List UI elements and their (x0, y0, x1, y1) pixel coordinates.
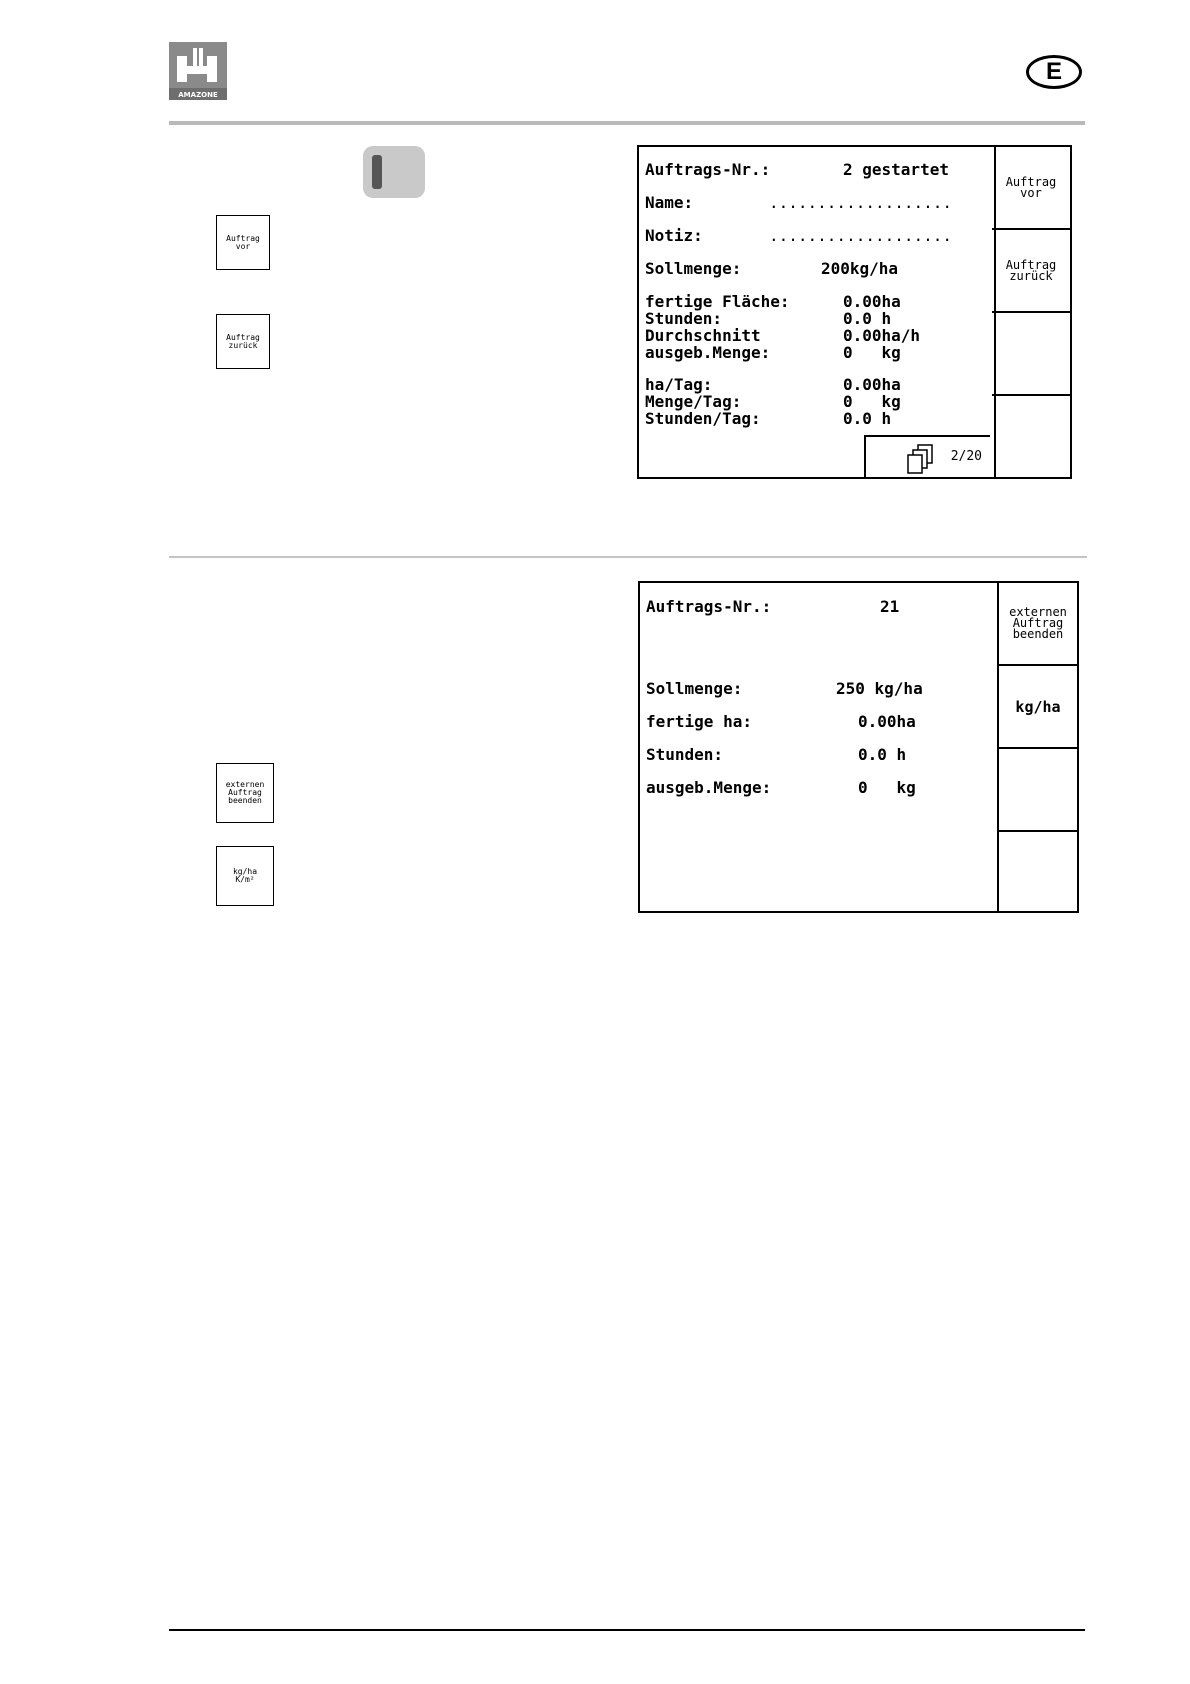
ha-per-day-label: ha/Tag: (645, 375, 713, 394)
softkey-externen-auftrag-beenden[interactable]: externen Auftrag beenden (999, 583, 1077, 666)
screen-2-main-area (640, 583, 999, 911)
hours-label: Stunden: (645, 309, 723, 328)
ha-per-day-value: 0.00ha (843, 375, 901, 394)
spread-amount-label-2: ausgeb.Menge: (646, 778, 772, 797)
softkey-auftrag-zurueck-image: Auftrag zurück (216, 314, 270, 369)
target-rate-label-2: Sollmenge: (646, 679, 743, 698)
hours-per-day-label: Stunden/Tag: (645, 409, 761, 428)
hours-label-2: Stunden: (646, 745, 724, 764)
pages-icon (906, 443, 936, 475)
hours-value-2: 0.0 h (858, 745, 907, 764)
spread-amount-label: ausgeb.Menge: (645, 343, 771, 362)
terminal-screen-2 (638, 581, 1079, 913)
softkey-empty-3[interactable] (992, 313, 1070, 396)
spread-amount-value: 0 kg (843, 343, 901, 362)
spread-amount-value-2: 0 kg (858, 778, 916, 797)
softkey-empty-4[interactable] (992, 396, 1070, 477)
average-label: Durchschnitt (645, 326, 761, 345)
average-value: 0.00ha/h (843, 326, 921, 345)
logo-text: AMAZONE (178, 91, 218, 99)
screen-1-main-area (639, 147, 996, 477)
order-number-value: 2 gestartet (843, 160, 949, 179)
hours-per-day-value: 0.0 h (843, 409, 892, 428)
name-label: Name: (645, 193, 694, 212)
amount-per-day-label: Menge/Tag: (645, 392, 742, 411)
target-rate-value: 200kg/ha (821, 259, 899, 278)
section-divider (169, 556, 1087, 558)
order-number-label: Auftrags-Nr.: (645, 160, 771, 179)
softkey-auftrag-zurueck[interactable]: Auftrag zurück (992, 230, 1070, 313)
softkey-kg-ha-image: kg/ha K/m² (216, 846, 274, 906)
softkey-auftrag-vor[interactable]: Auftrag vor (992, 147, 1070, 230)
softkey-empty-4b[interactable] (999, 832, 1077, 911)
softkey-auftrag-vor-image: Auftrag vor (216, 215, 270, 270)
language-badge: E (1026, 55, 1082, 89)
name-value: ................... (769, 193, 953, 212)
amount-per-day-value: 0 kg (843, 392, 901, 411)
area-done-label: fertige Fläche: (645, 292, 790, 311)
header-rule (169, 121, 1085, 125)
order-number-value-2: 21 (880, 597, 900, 616)
hours-value: 0.0 h (843, 309, 892, 328)
area-done-label-2: fertige ha: (646, 712, 752, 731)
target-rate-label: Sollmenge: (645, 259, 742, 278)
terminal-screen-1 (637, 145, 1072, 479)
area-done-value: 0.00ha (843, 292, 901, 311)
footer-rule (169, 1629, 1085, 1631)
target-rate-value-2: 250 kg/ha (836, 679, 923, 698)
softkey-empty-3b[interactable] (999, 749, 1077, 832)
note-label: Notiz: (645, 226, 703, 245)
page-indicator[interactable] (864, 435, 990, 477)
page-number: 2/20 (950, 449, 982, 464)
area-done-value-2: 0.00ha (858, 712, 916, 731)
amazone-logo (169, 42, 227, 100)
hardware-key-icon (363, 146, 425, 198)
softkey-externen-auftrag-beenden-image: externen Auftrag beenden (216, 763, 274, 823)
note-value: ................... (769, 226, 953, 245)
order-number-label-2: Auftrags-Nr.: (646, 597, 772, 616)
softkey-kg-ha[interactable]: kg/ha (999, 666, 1077, 749)
